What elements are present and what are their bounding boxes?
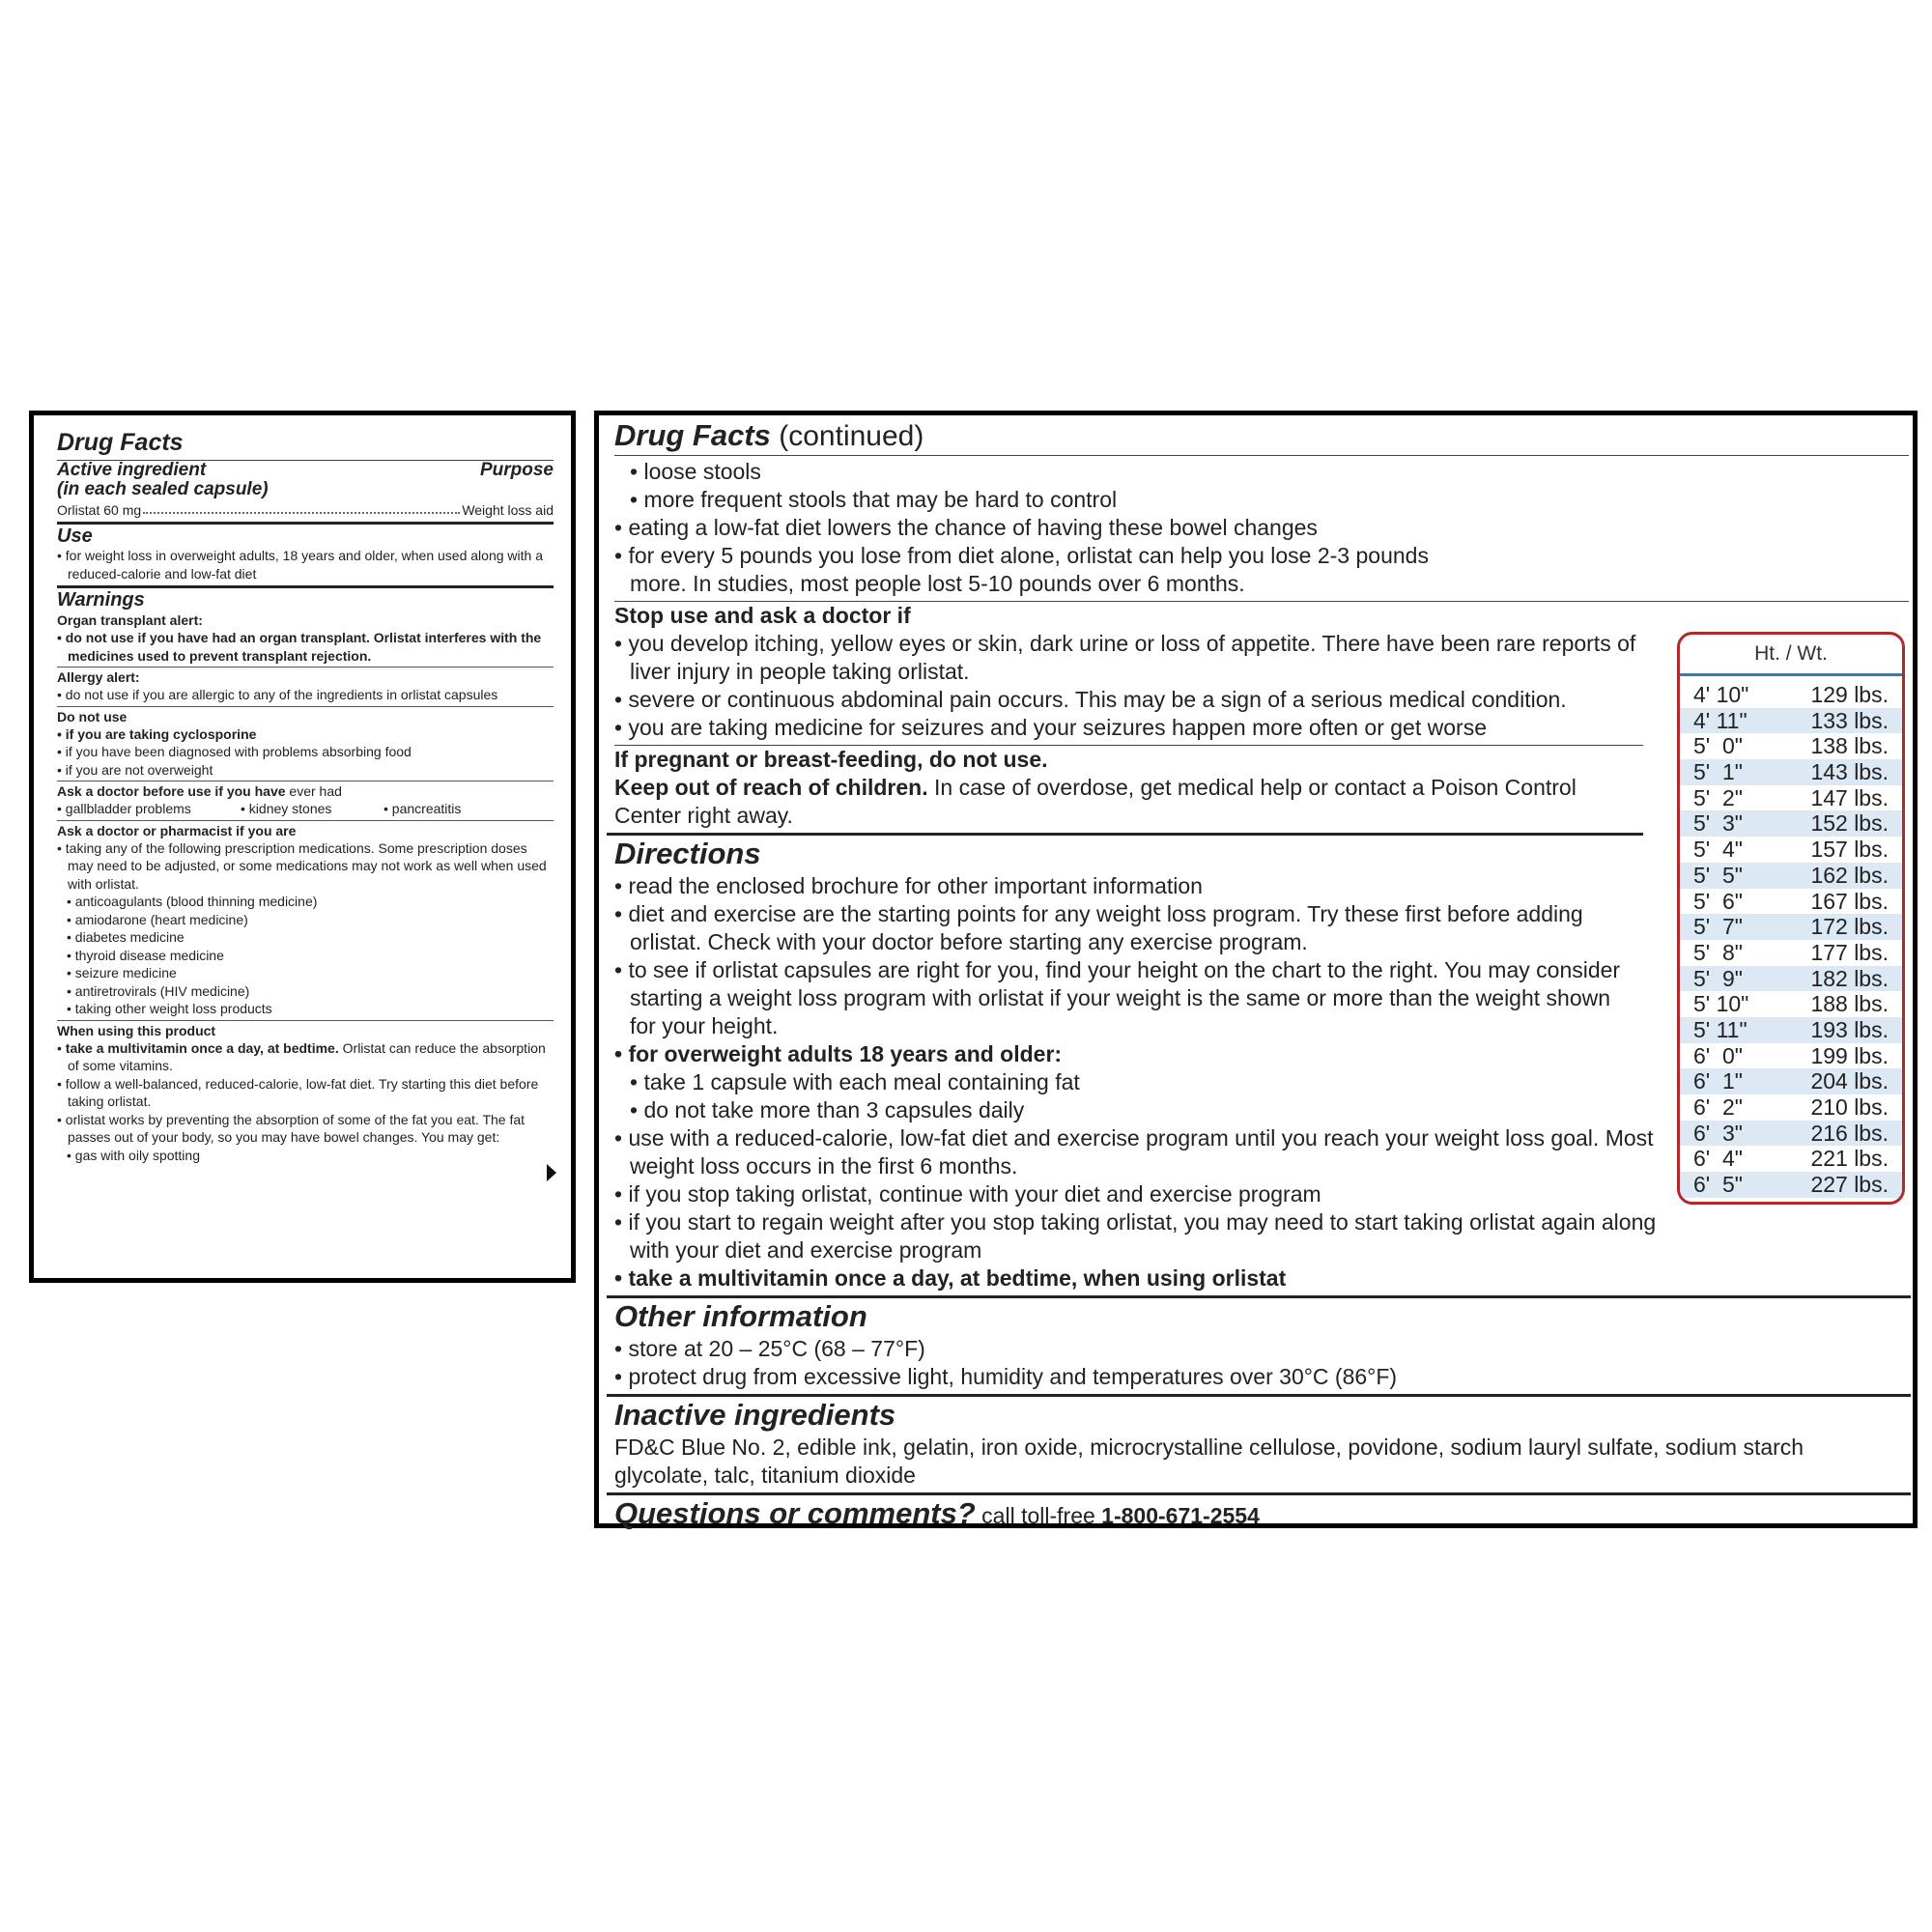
height-weight-row	[1680, 837, 1902, 863]
height-weight-header: Ht. / Wt.	[1680, 635, 1902, 676]
height-cell: 6' 1"	[1693, 1068, 1743, 1094]
when-using-label: When using this product	[57, 1022, 216, 1038]
medication-item: • taking other weight loss products	[57, 1000, 554, 1018]
height-cell: 5' 3"	[1693, 810, 1743, 837]
phone-number: 1-800-671-2554	[1101, 1503, 1260, 1528]
height-weight-row	[1680, 966, 1902, 992]
direction-item: • take a multivitamin once a day, at bedtime, when using orlistat	[614, 1264, 1909, 1293]
direction-subitem: • take 1 capsule with each meal containing fat	[614, 1068, 1909, 1096]
when-using-subitem: • gas with oily spotting	[57, 1147, 554, 1165]
stop-use-heading: Stop use and ask a doctor if	[614, 603, 911, 628]
weight-cell: 177 lbs.	[1810, 939, 1889, 965]
bowel-change-item: • more frequent stools that may be hard to control	[614, 486, 1909, 514]
weight-cell: 199 lbs.	[1810, 1042, 1889, 1068]
direction-item: • if you start to regain weight after you stop taking orlistat, you may need to start taking orlistat again along with your diet and exercise program	[614, 1208, 1659, 1264]
ask-doctor-item: • kidney stones	[241, 800, 384, 818]
weight-cell: 216 lbs.	[1810, 1120, 1889, 1146]
height-weight-row	[1680, 1172, 1902, 1198]
ingredient-purpose: Weight loss aid	[462, 502, 554, 518]
purpose-label: Purpose	[479, 460, 554, 480]
height-weight-row	[1680, 785, 1902, 811]
height-weight-row	[1680, 682, 1902, 708]
height-weight-row	[1680, 889, 1902, 915]
height-cell: 5' 9"	[1693, 965, 1743, 991]
do-not-use-item: • if you have been diagnosed with problems absorbing food	[57, 743, 554, 761]
other-info-item: • store at 20 – 25°C (68 – 77°F)	[614, 1335, 1909, 1363]
height-cell: 5' 11"	[1693, 1016, 1747, 1042]
when-using-item: • follow a well-balanced, reduced-calorie, low-fat diet. Try starting this diet before taking orlistat.	[57, 1075, 554, 1111]
do-not-use-item: • if you are not overweight	[57, 761, 554, 780]
height-weight-table	[1677, 632, 1905, 1205]
height-cell: 5' 0"	[1693, 733, 1743, 759]
other-info-item: • protect drug from excessive light, humidity and temperatures over 30°C (86°F)	[614, 1363, 1909, 1391]
height-weight-row	[1680, 863, 1902, 889]
direction-item: • if you stop taking orlistat, continue with your diet and exercise program	[614, 1180, 1659, 1208]
weight-cell: 167 lbs.	[1810, 888, 1889, 914]
stop-use-item: • you develop itching, yellow eyes or skin, dark urine or loss of appetite. There have been rare reports of liver injury in people taking orlistat.	[614, 630, 1659, 686]
warnings-heading: Warnings	[57, 589, 145, 611]
medication-item: • thyroid disease medicine	[57, 947, 554, 965]
medication-item: • seizure medicine	[57, 964, 554, 982]
questions-heading: Questions or comments?	[614, 1496, 976, 1530]
height-weight-row	[1680, 759, 1902, 785]
ask-doctor-items	[57, 800, 554, 818]
ask-doctor-item: • gallbladder problems	[57, 800, 241, 818]
weight-cell: 221 lbs.	[1810, 1146, 1889, 1172]
drug-facts-panel-continued	[594, 411, 1918, 1528]
inactive-ingredients-heading: Inactive ingredients	[614, 1398, 896, 1432]
weight-cell: 172 lbs.	[1810, 914, 1889, 940]
direction-subitem: • do not take more than 3 capsules daily	[614, 1096, 1909, 1124]
in-each-capsule-label: (in each sealed capsule)	[57, 479, 269, 499]
height-cell: 6' 0"	[1693, 1042, 1743, 1068]
active-ingredient-header	[57, 461, 554, 480]
height-weight-row	[1680, 914, 1902, 940]
other-info-heading: Other information	[614, 1299, 867, 1333]
weight-cell: 138 lbs.	[1810, 733, 1889, 759]
weight-cell: 210 lbs.	[1810, 1094, 1889, 1120]
keep-out-of-reach: Keep out of reach of children. In case of overdose, get medical help or contact a Poison Control Center right away.	[614, 775, 1577, 828]
use-item: • for weight loss in overweight adults, 18 years and older, when used along with a reduced-calorie and low-fat diet	[57, 547, 554, 582]
medication-item: • diabetes medicine	[57, 928, 554, 947]
weight-cell: 193 lbs.	[1810, 1016, 1889, 1042]
height-weight-row	[1680, 1121, 1902, 1147]
ingredient-name: Orlistat 60 mg	[57, 502, 142, 518]
allergy-alert-item: • do not use if you are allergic to any of the ingredients in orlistat capsules	[57, 686, 554, 704]
direction-item: • use with a reduced-calorie, low-fat diet and exercise program until you reach your weight loss goal. Most weight loss occurs in the first 6 months.	[614, 1124, 1659, 1180]
direction-item: • to see if orlistat capsules are right for you, find your height on the chart to the right. You may consider starting a weight loss program with orlistat if your weight is the same or more than the weight shown for your height.	[614, 956, 1634, 1040]
height-cell: 5' 7"	[1693, 914, 1743, 940]
height-weight-rows	[1680, 682, 1902, 1198]
height-weight-row	[1680, 1146, 1902, 1172]
leader-dots	[143, 512, 460, 514]
height-cell: 6' 3"	[1693, 1120, 1743, 1146]
right-title: Drug Facts (continued)	[614, 418, 924, 452]
when-using-item: • take a multivitamin once a day, at bedtime. Orlistat can reduce the absorption of some vitamins.	[57, 1039, 554, 1075]
medication-item: • amiodarone (heart medicine)	[57, 911, 554, 929]
height-weight-row	[1680, 810, 1902, 837]
direction-item: • read the enclosed brochure for other important information	[614, 872, 1659, 900]
height-cell: 5' 2"	[1693, 784, 1743, 810]
weight-cell: 188 lbs.	[1810, 991, 1889, 1017]
height-weight-row	[1680, 1017, 1902, 1043]
height-weight-row	[1680, 940, 1902, 966]
active-ingredient-label: Active ingredient	[57, 460, 207, 480]
stop-use-item: • you are taking medicine for seizures and your seizures happen more often or get worse	[614, 714, 1659, 742]
weight-cell: 133 lbs.	[1810, 707, 1889, 733]
allergy-alert-label: Allergy alert:	[57, 669, 140, 685]
use-heading: Use	[57, 526, 93, 547]
weight-cell: 182 lbs.	[1810, 965, 1889, 991]
warning-item: • eating a low-fat diet lowers the chance of having these bowel changes	[614, 514, 1909, 542]
stop-use-item: • severe or continuous abdominal pain occurs. This may be a sign of a serious medical condition.	[614, 686, 1659, 714]
ingredient-row	[57, 501, 554, 519]
ask-pharmacist-label: Ask a doctor or pharmacist if you are	[57, 822, 297, 838]
do-not-use-label: Do not use	[57, 708, 128, 724]
height-cell: 5' 1"	[1693, 759, 1743, 785]
directions-heading: Directions	[614, 837, 761, 870]
height-cell: 5' 4"	[1693, 837, 1743, 863]
height-weight-row	[1680, 991, 1902, 1017]
organ-transplant-label: Organ transplant alert:	[57, 612, 203, 628]
height-weight-row	[1680, 1043, 1902, 1069]
medication-item: • antiretrovirals (HIV medicine)	[57, 982, 554, 1001]
ask-doctor-label: Ask a doctor before use if you have ever had	[57, 783, 342, 799]
height-weight-row	[1680, 1094, 1902, 1121]
weight-cell: 152 lbs.	[1810, 810, 1889, 837]
weight-cell: 204 lbs.	[1810, 1068, 1889, 1094]
height-cell: 6' 5"	[1693, 1172, 1743, 1198]
questions-line: Questions or comments? call toll-free 1-800-671-2554	[614, 1496, 1260, 1530]
height-weight-row	[1680, 708, 1902, 734]
direction-item: • for overweight adults 18 years and older:	[614, 1040, 1909, 1068]
height-cell: 5' 5"	[1693, 862, 1743, 888]
when-using-item: • orlistat works by preventing the absorption of some of the fat you eat. The fat passes out of your body, so you may have bowel changes. You may get:	[57, 1111, 554, 1147]
medication-item: • anticoagulants (blood thinning medicine)	[57, 893, 554, 911]
height-cell: 4' 10"	[1693, 682, 1749, 707]
continue-arrow-icon	[547, 1164, 556, 1181]
height-weight-row	[1680, 733, 1902, 759]
height-cell: 6' 2"	[1693, 1094, 1743, 1120]
direction-item: • diet and exercise are the starting points for any weight loss program. Try these first before adding orlistat. Check with your doctor before starting any exercise program.	[614, 900, 1615, 956]
height-cell: 4' 11"	[1693, 707, 1747, 733]
weight-cell: 157 lbs.	[1810, 837, 1889, 863]
bowel-change-item: • loose stools	[614, 458, 1909, 486]
ask-doctor-item: • pancreatitis	[384, 800, 461, 818]
warning-item: • for every 5 pounds you lose from diet alone, orlistat can help you lose 2-3 pounds more. In studies, most people lost 5-10 pounds over 6 months.	[614, 542, 1480, 598]
height-cell: 5' 10"	[1693, 991, 1749, 1017]
inactive-ingredients-text: FD&C Blue No. 2, edible ink, gelatin, iron oxide, microcrystalline cellulose, povidone, sodium lauryl sulfate, sodium starch glycolate, talc, titanium dioxide	[614, 1435, 1804, 1488]
left-title: Drug Facts	[57, 429, 184, 456]
organ-transplant-item: • do not use if you have had an organ transplant. Orlistat interferes with the medicines used to prevent transplant rejection.	[57, 629, 554, 665]
weight-cell: 147 lbs.	[1810, 784, 1889, 810]
pregnancy-warning: If pregnant or breast-feeding, do not use.	[614, 747, 1048, 772]
weight-cell: 162 lbs.	[1810, 862, 1889, 888]
height-cell: 5' 6"	[1693, 888, 1743, 914]
height-cell: 6' 4"	[1693, 1146, 1743, 1172]
drug-facts-panel-front	[29, 411, 576, 1283]
do-not-use-item: • if you are taking cyclosporine	[57, 725, 554, 744]
ask-pharmacist-item: • taking any of the following prescription medications. Some prescription doses may need to be adjusted, or some medications may not work as well when used with orlistat.	[57, 839, 554, 894]
weight-cell: 129 lbs.	[1810, 682, 1889, 707]
weight-cell: 143 lbs.	[1810, 759, 1889, 785]
height-cell: 5' 8"	[1693, 939, 1743, 965]
weight-cell: 227 lbs.	[1810, 1172, 1889, 1198]
height-weight-row	[1680, 1068, 1902, 1094]
